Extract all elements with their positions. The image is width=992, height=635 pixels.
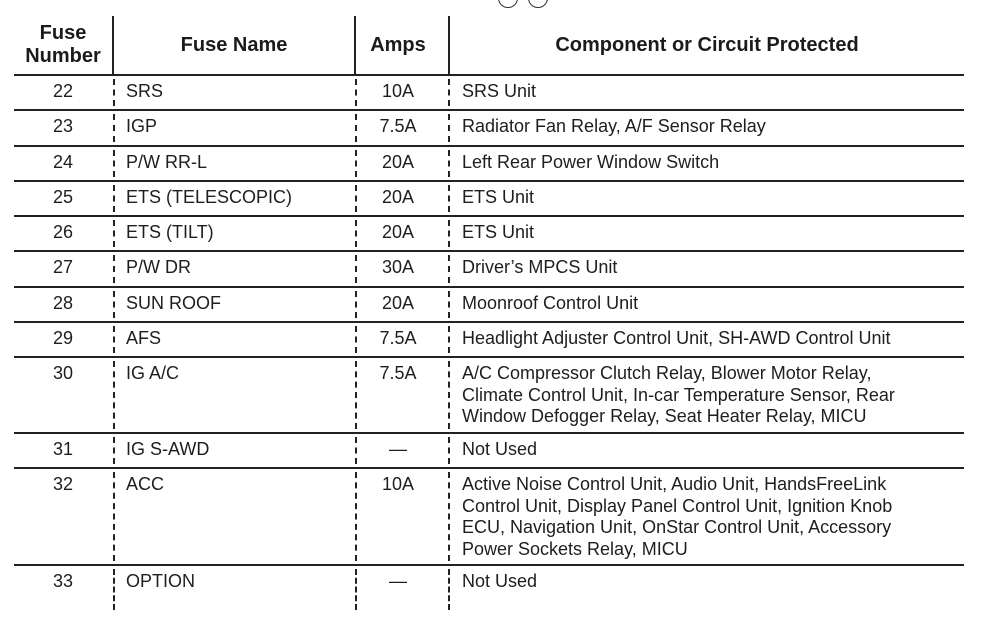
fuse-name: P/W RR-L: [126, 151, 207, 172]
component-cell: [462, 147, 962, 174]
fuse-amps: 20A: [381, 222, 415, 243]
header-fuse-number-line1: Fuse: [39, 22, 87, 44]
column-divider: [448, 150, 450, 177]
column-divider: [113, 472, 115, 561]
fuse-amps: 20A: [381, 151, 415, 172]
component-line: Headlight Adjuster Control Unit, SH-AWD Control Unit: [462, 328, 891, 349]
column-divider: [448, 220, 450, 247]
header-fuse-number-line2: Number: [25, 45, 101, 67]
table-row: [14, 356, 964, 432]
component-line: ETS Unit: [462, 222, 535, 243]
fuse-name: SUN ROOF: [126, 292, 222, 313]
column-divider: [355, 255, 357, 282]
table-row: [14, 109, 964, 144]
fuse-amps: 10A: [381, 474, 415, 495]
column-divider: [448, 79, 450, 106]
component-cell: [462, 217, 962, 244]
fuse-number: 26: [52, 222, 74, 243]
connector-circles: [498, 0, 548, 8]
fuse-number: 27: [52, 257, 74, 278]
fuse-number: 25: [52, 186, 74, 207]
component-cell: [462, 76, 962, 103]
column-divider: [355, 150, 357, 177]
component-cell: [462, 323, 962, 350]
component-cell: [462, 288, 962, 315]
fuse-name: IG A/C: [126, 363, 180, 384]
component-cell: [462, 434, 962, 461]
component-cell: [462, 566, 962, 593]
column-divider: [113, 569, 115, 610]
column-divider: [355, 220, 357, 247]
fuse-amps: 30A: [381, 257, 415, 278]
component-cell: [462, 358, 962, 428]
header-component: Component or Circuit Protected: [555, 33, 859, 56]
table-row: [14, 467, 964, 564]
header-fuse-name: Fuse Name: [180, 33, 288, 56]
column-divider: [113, 326, 115, 353]
column-divider: [448, 437, 450, 464]
column-divider: [355, 291, 357, 318]
column-divider: [113, 291, 115, 318]
fuse-number: 30: [52, 363, 74, 384]
column-divider: [355, 472, 357, 561]
fuse-name: ETS (TILT): [126, 222, 214, 243]
table-row: [14, 74, 964, 109]
component-cell: [462, 469, 962, 560]
component-line: Window Defogger Relay, Seat Heater Relay, MICU: [462, 406, 867, 427]
fuse-amps: 7.5A: [379, 328, 417, 349]
fuse-name: IG S-AWD: [126, 438, 210, 459]
component-line: Radiator Fan Relay, A/F Sensor Relay: [462, 116, 766, 137]
table-row: [14, 250, 964, 285]
column-divider: [355, 569, 357, 610]
component-line: ECU, Navigation Unit, OnStar Control Unit, Accessory: [462, 517, 892, 538]
fuse-amps: 10A: [381, 81, 415, 101]
column-divider: [448, 291, 450, 318]
column-divider: [448, 569, 450, 610]
circle-icon: [528, 0, 548, 8]
component-cell: [462, 252, 962, 279]
table-row: [14, 321, 964, 356]
component-line: Driver’s MPCS Unit: [462, 257, 618, 278]
column-divider: [448, 361, 450, 429]
column-divider: [113, 361, 115, 429]
column-divider: [113, 437, 115, 464]
fuse-amps: 7.5A: [379, 116, 417, 137]
component-line: Not Used: [462, 571, 538, 592]
fuse-number: 32: [52, 474, 74, 495]
fuse-number: 22: [52, 81, 74, 101]
component-line: Power Sockets Relay, MICU: [462, 538, 688, 559]
column-divider: [355, 437, 357, 464]
column-divider: [113, 220, 115, 247]
table-row: [14, 215, 964, 250]
fuse-number: 28: [52, 292, 74, 313]
header-divider: [354, 16, 356, 74]
fuse-number: 29: [52, 328, 74, 349]
component-line: Control Unit, Display Panel Control Unit, Ignition Knob: [462, 495, 893, 516]
fuse-amps: 20A: [381, 292, 415, 313]
column-divider: [355, 185, 357, 212]
component-cell: [462, 182, 962, 209]
header-divider: [448, 16, 450, 74]
component-line: Climate Control Unit, In-car Temperature Sensor, Rear: [462, 384, 895, 405]
fuse-name: OPTION: [126, 571, 196, 592]
table-row: [14, 286, 964, 321]
header-amps: Amps: [370, 33, 426, 56]
component-line: Moonroof Control Unit: [462, 292, 639, 313]
column-divider: [113, 79, 115, 106]
component-line: SRS Unit: [462, 81, 537, 101]
fuse-name: AFS: [126, 328, 162, 349]
column-divider: [448, 326, 450, 353]
fuse-name: P/W DR: [126, 257, 191, 278]
fuse-name: SRS: [126, 81, 164, 101]
component-line: ETS Unit: [462, 186, 535, 207]
fuse-number: 23: [52, 116, 74, 137]
component-line: Active Noise Control Unit, Audio Unit, HandsFreeLink: [462, 474, 887, 495]
column-divider: [448, 114, 450, 141]
fuse-amps: —: [389, 571, 407, 592]
fuse-amps: 7.5A: [379, 363, 417, 384]
column-divider: [113, 150, 115, 177]
component-cell: [462, 111, 962, 138]
fuse-number: 33: [52, 571, 74, 592]
fuse-name: ACC: [126, 474, 165, 495]
column-divider: [113, 114, 115, 141]
table-row: [14, 180, 964, 215]
fuse-amps: —: [389, 438, 407, 459]
circle-icon: [498, 0, 518, 8]
column-divider: [448, 472, 450, 561]
fuse-table: [14, 74, 964, 613]
table-row: [14, 564, 964, 613]
component-line: Left Rear Power Window Switch: [462, 151, 720, 172]
column-divider: [448, 185, 450, 212]
column-divider: [355, 361, 357, 429]
fuse-name: ETS (TELESCOPIC): [126, 186, 293, 207]
column-divider: [355, 114, 357, 141]
component-line: A/C Compressor Clutch Relay, Blower Motor Relay,: [462, 363, 872, 384]
table-row: [14, 145, 964, 180]
component-line: Not Used: [462, 438, 538, 459]
table-row: [14, 432, 964, 467]
column-divider: [448, 255, 450, 282]
table-header: [14, 16, 964, 74]
column-divider: [113, 185, 115, 212]
column-divider: [113, 255, 115, 282]
column-divider: [355, 326, 357, 353]
fuse-amps: 20A: [381, 186, 415, 207]
fuse-number: 31: [52, 438, 74, 459]
fuse-name: IGP: [126, 116, 158, 137]
fuse-number: 24: [52, 151, 74, 172]
column-divider: [355, 79, 357, 106]
header-fuse-number: [14, 16, 112, 74]
